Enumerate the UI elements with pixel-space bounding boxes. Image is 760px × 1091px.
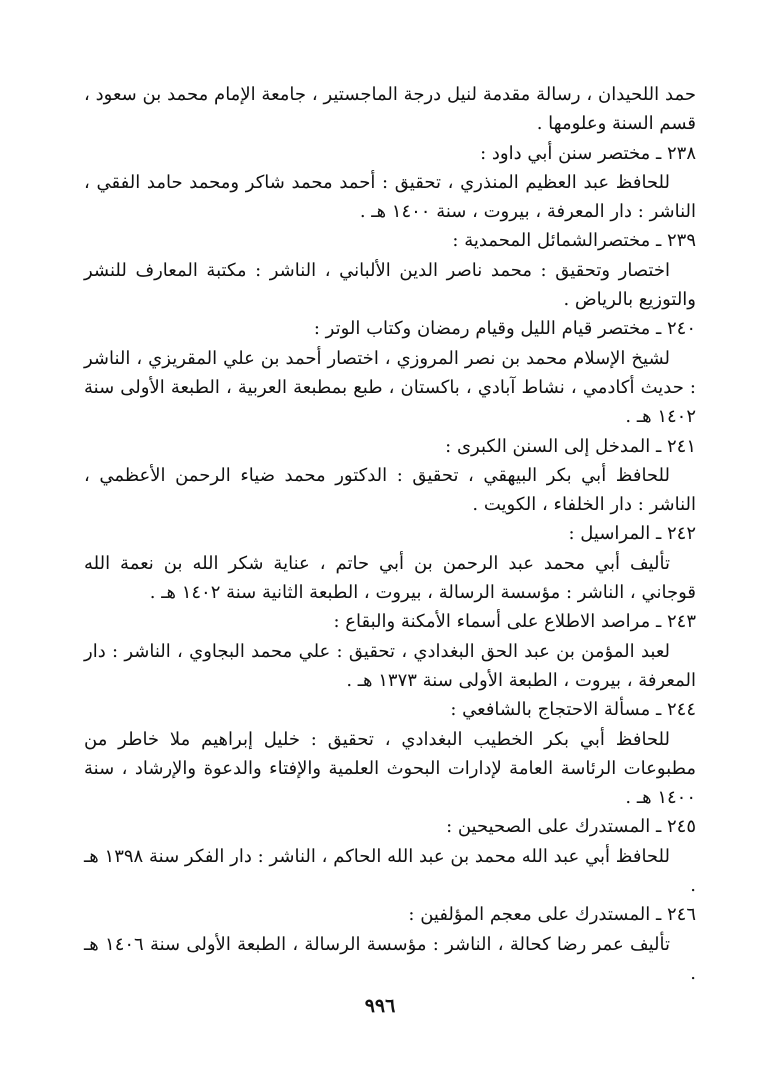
bibliography-entry-238 — [84, 139, 696, 227]
entry-heading — [84, 314, 696, 343]
entry-body: للحافظ أبي بكر البيهقي ، تحقيق : الدكتور محمد ضياء الرحمن الأعظمي ، الناشر : دار الخلفاء ، الكويت . — [84, 464, 696, 516]
bibliography-entry-244 — [84, 695, 696, 812]
entry-heading — [84, 900, 696, 929]
entry-number: ٢٤٥ — [666, 816, 696, 838]
entry-number: ٢٤٣ — [666, 611, 696, 633]
entry-heading — [84, 432, 696, 461]
entry-heading — [84, 519, 696, 548]
entry-body: اختصار وتحقيق : محمد ناصر الدين الألباني ، الناشر : مكتبة المعارف للنشر والتوزيع بالرياض . — [84, 259, 696, 311]
bibliography-entry-242 — [84, 519, 696, 607]
entry-title: ـ المراسيل : — [568, 523, 662, 545]
entry-heading — [84, 695, 696, 724]
entry-number: ٢٤٤ — [666, 699, 696, 721]
entry-heading — [84, 607, 696, 636]
bibliography-entry-241 — [84, 432, 696, 520]
entry-heading — [84, 226, 696, 255]
entry-heading — [84, 812, 696, 841]
entry-body: تأليف عمر رضا كحالة ، الناشر : مؤسسة الرسالة ، الطبعة الأولى سنة ١٤٠٦ هـ . — [84, 933, 696, 984]
entry-body: للحافظ عبد العظيم المنذري ، تحقيق : أحمد محمد شاكر ومحمد حامد الفقي ، الناشر : دار المعرفة ، بيروت ، سنة ١٤٠٠ هـ . — [84, 171, 696, 223]
entry-title: ـ مختصرالشمائل المحمدية : — [452, 230, 662, 252]
entry-body: للحافظ أبي عبد الله محمد بن عبد الله الحاكم ، الناشر : دار الفكر سنة ١٣٩٨ هـ . — [84, 845, 696, 897]
entry-number: ٢٣٩ — [666, 230, 696, 252]
bibliography-entry-239 — [84, 226, 696, 314]
entry-title: ـ المستدرك على معجم المؤلفين : — [408, 904, 662, 926]
bibliography-entry-243 — [84, 607, 696, 695]
entry-body: لعبد المؤمن بن عبد الحق البغدادي ، تحقيق : علي محمد البجاوي ، الناشر : دار المعرفة ، بيروت ، الطبعة الأولى سنة ١٣٧٣ هـ . — [84, 640, 696, 691]
entry-body: لشيخ الإسلام محمد بن نصر المروزي ، اختصار أحمد بن علي المقريزي ، الناشر : حديث أكادمي ، نشاط آبادي ، باكستان ، طبع بمطبعة العربية ، الطبعة الأولى سنة ١٤٠٢ هـ . — [84, 347, 696, 428]
entry-number: ٢٤٦ — [666, 904, 696, 926]
entry-title: ـ مراصد الاطلاع على أسماء الأمكنة والبقاع : — [333, 611, 662, 633]
entry-body: تأليف أبي محمد عبد الرحمن بن أبي حاتم ، عناية شكر الله بن نعمة الله قوجاني ، الناشر : مؤسسة الرسالة ، بيروت ، الطبعة الثانية سنة ١٤٠٢ هـ . — [84, 552, 696, 604]
entry-number: ٢٤٢ — [666, 523, 696, 545]
bibliography-entry-245 — [84, 812, 696, 900]
entry-title: ـ مسألة الاحتجاج بالشافعي : — [450, 699, 662, 721]
entry-title: ـ المدخل إلى السنن الكبرى : — [445, 435, 662, 457]
entry-number: ٢٣٨ — [666, 142, 696, 164]
bibliography-entry-246 — [84, 900, 696, 988]
page-number: ٩٩٦ — [364, 995, 396, 1017]
entry-title: ـ المستدرك على الصحيحين : — [446, 816, 662, 838]
entry-title: ـ مختصر قيام الليل وقيام رمضان وكتاب الوتر : — [313, 318, 662, 340]
entry-heading — [84, 139, 696, 168]
bibliography-page — [84, 80, 696, 988]
continuation-text: حمد اللحيدان ، رسالة مقدمة لنيل درجة الماجستير ، جامعة الإمام محمد بن سعود ، قسم السنة وعلومها . — [84, 84, 696, 135]
entry-body: للحافظ أبي بكر الخطيب البغدادي ، تحقيق : خليل إبراهيم ملا خاطر من مطبوعات الرئاسة العامة لإدارات البحوث العلمية والإفتاء والدعوة والإرشاد ، سنة ١٤٠٠ هـ . — [84, 728, 696, 809]
entry-title: ـ مختصر سنن أبي داود : — [480, 142, 662, 164]
entry-number: ٢٤٠ — [666, 318, 696, 340]
entry-number: ٢٤١ — [666, 435, 696, 457]
bibliography-entry-240 — [84, 314, 696, 431]
